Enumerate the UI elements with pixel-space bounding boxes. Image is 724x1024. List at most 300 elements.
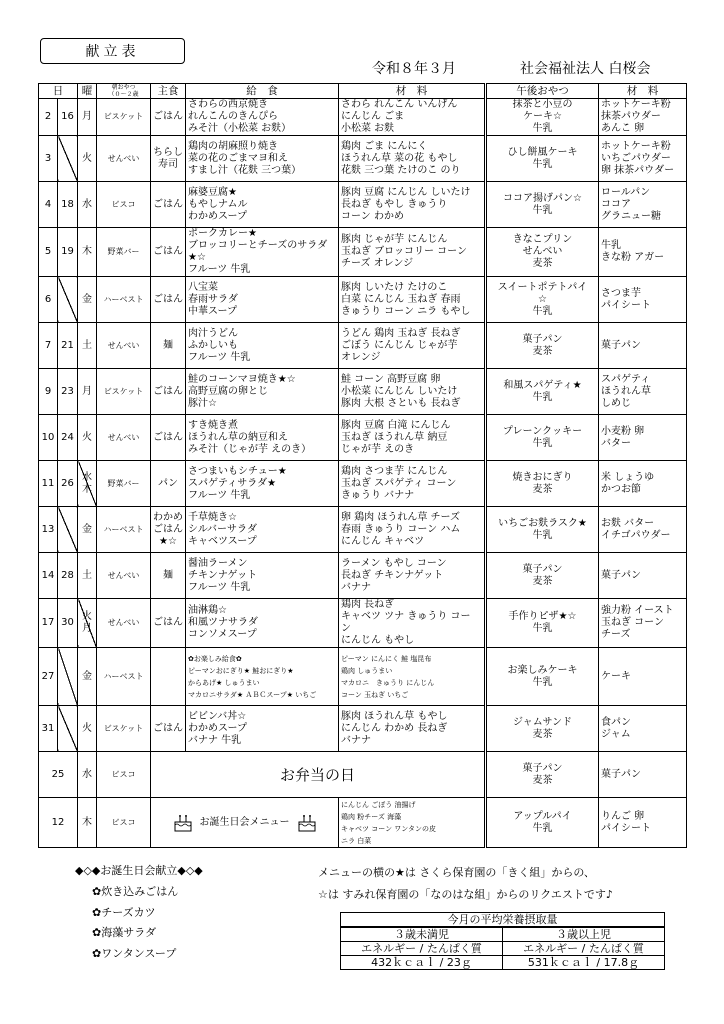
weekday: 火 — [78, 706, 97, 752]
text-line: ほうれん草 菜の花 もやし — [341, 152, 458, 164]
day-number: 26 — [58, 461, 78, 507]
table-row — [39, 798, 687, 848]
header-snack-ingredients: 材 料 — [599, 84, 687, 99]
afternoon-snack — [486, 706, 599, 752]
lunch-ingredients — [339, 415, 486, 461]
text-line: すき焼き煮 — [188, 419, 238, 431]
snack-ingredients — [599, 323, 687, 369]
snack-ingredients — [599, 369, 687, 415]
text-line: 麦茶 — [532, 575, 553, 587]
text-line: 鮭のコーンマヨ焼き★☆ — [188, 373, 296, 385]
weekday: 金 — [78, 648, 97, 706]
lunch-dishes — [186, 553, 339, 599]
text-line: チーズ オレンジ — [341, 258, 414, 269]
text-line: 菓子パン — [522, 563, 563, 575]
row-number: 3 — [39, 136, 58, 182]
text-line: 牛乳 — [532, 623, 553, 634]
nutrition-title: 今月の平均栄養摂取量 — [341, 913, 665, 928]
lunch-ingredients — [339, 228, 486, 277]
bento-day-label: お弁当の日 — [151, 752, 486, 798]
text-line: 鶏肉の胡麻照り焼き — [188, 140, 278, 152]
text-line: イチゴパウダー — [601, 529, 671, 541]
snack-ingredients — [599, 228, 687, 277]
text-line: アップルパイ — [513, 810, 572, 822]
text-line: 花麩 三つ葉 たけのこ のり — [341, 164, 461, 176]
day-number — [58, 706, 78, 752]
text-line: 牛乳 — [532, 391, 553, 403]
note-line: ☆は すみれ保育園の「なのはな組」からのリクエストです♪ — [318, 888, 613, 901]
text-line: 麦茶 — [532, 258, 553, 269]
table-row — [39, 182, 687, 228]
table-row — [39, 752, 687, 798]
text-line: バナナ 牛乳 — [188, 734, 242, 746]
page-title: 献立表 — [40, 38, 185, 64]
text-line: 卵 抹茶パウダー — [601, 164, 675, 176]
row-number: 2 — [39, 99, 58, 136]
text-line: 麦茶 — [532, 483, 553, 495]
group-label: ３歳以上児 — [503, 927, 665, 942]
request-note — [318, 862, 613, 906]
birthday-menu-cell — [151, 798, 339, 848]
weekday: 木 — [78, 798, 97, 848]
text-line: 牛乳 — [532, 822, 553, 834]
text-line: ピーマン にんにく 鮭 塩昆布 — [341, 654, 432, 663]
text-line: きな粉 アガー — [601, 252, 665, 263]
text-line: 春雨サラダ — [188, 293, 238, 305]
snack-ingredients — [599, 415, 687, 461]
text-line: シルバーサラダ — [188, 523, 257, 535]
text-line: 抹茶と小豆の — [512, 99, 573, 110]
text-line: 焼きおにぎり — [512, 471, 573, 483]
table-row — [39, 228, 687, 277]
morning-snack: ビスケット — [97, 706, 151, 752]
header-ingredients: 材 料 — [339, 84, 486, 99]
text-line: すまし汁（花麩 三つ葉） — [188, 164, 302, 176]
day-number: 28 — [58, 553, 78, 599]
morning-snack: せんべい — [97, 136, 151, 182]
table-row — [39, 507, 687, 553]
text-line: 豚肉 豆腐 にんじん しいたけ — [341, 186, 471, 198]
staple-food: ごはん — [151, 99, 186, 136]
table-header — [39, 84, 687, 99]
text-line: 牛乳 — [532, 529, 553, 541]
text-line: 鶏肉 長ねぎ — [341, 599, 395, 610]
text-line: 鮭 コーン 高野豆腐 卵 — [341, 373, 441, 385]
weekday: 月 — [78, 369, 97, 415]
staple-food: パン — [151, 461, 186, 507]
weekday: 木 — [78, 228, 97, 277]
text-line: 小松菜 お麩 — [341, 123, 395, 134]
row-number: 5 — [39, 228, 58, 277]
morning-snack: せんべい — [97, 323, 151, 369]
snack-ingredients — [599, 706, 687, 752]
text-line: チキンナゲット — [188, 569, 258, 581]
text-line: 長ねぎ もやし きゅうり — [341, 198, 448, 210]
snack-ingredients — [599, 752, 687, 798]
text-line: スパゲティ — [601, 373, 651, 385]
day-number: 30 — [58, 599, 78, 648]
header-afternoon-snack: 午後おやつ — [486, 84, 599, 99]
text-line: コーン わかめ — [341, 210, 404, 222]
snack-ingredients — [599, 99, 687, 136]
list-item: ✿炊き込みごはん — [92, 885, 179, 898]
lunch-dishes — [186, 99, 339, 136]
weekday: 火 — [82, 611, 92, 622]
text-line: 千草焼き☆ — [188, 511, 237, 523]
morning-snack: ビスコ — [97, 798, 151, 848]
text-line: ホットケーキ粉 — [601, 99, 671, 110]
lunch-ingredients — [339, 553, 486, 599]
text-line: バナナ — [341, 581, 371, 593]
staple-food: 麺 — [151, 323, 186, 369]
weekday-split — [78, 599, 97, 648]
staple-food — [151, 648, 186, 706]
morning-snack: ビスコ — [97, 752, 151, 798]
row-number: 13 — [39, 507, 58, 553]
text-line: せんべい — [522, 246, 563, 257]
text-line: わかめスープ — [188, 210, 247, 222]
text-line: 鶏肉 さつま芋 にんじん — [341, 465, 448, 477]
text-line: ココア揚げパン☆ — [503, 192, 582, 204]
text-line: にんじん もやし — [341, 635, 415, 646]
text-line: 油淋鶏☆ — [188, 605, 227, 616]
weekday: 火 — [78, 415, 97, 461]
morning-snack: 野菜バー — [97, 461, 151, 507]
text-line: ケーキ☆ — [523, 111, 562, 122]
text-line: プレーンクッキー — [502, 425, 583, 437]
text-line: チーズ — [601, 629, 631, 640]
text-line: 牛乳 — [532, 123, 553, 134]
text-line: ン — [341, 623, 351, 634]
cake-icon — [172, 814, 194, 832]
staple-food: 麺 — [151, 553, 186, 599]
lunch-ingredients — [339, 323, 486, 369]
row-number: 7 — [39, 323, 58, 369]
text-line: 米 しょうゆ — [601, 471, 655, 483]
text-line: 鶏肉 ごま にんにく — [341, 140, 428, 152]
text-line: ケーキ — [601, 670, 631, 682]
day-number: 25 — [39, 752, 78, 798]
day-number — [58, 136, 78, 182]
birthday-menu-title: ◆◇◆お誕生日会献立◆◇◆ — [75, 864, 203, 877]
text-line: ホットケーキ粉 — [601, 140, 671, 152]
lunch-dishes — [186, 706, 339, 752]
text-line: 中華スープ — [188, 305, 237, 317]
organization-name: 社会福祉法人 白桜会 — [520, 61, 651, 77]
text-line: スイートポテトパイ — [497, 281, 588, 293]
text-line: バナナ — [341, 734, 371, 746]
text-line: 食パン — [601, 716, 631, 728]
snack-ingredients — [599, 553, 687, 599]
table-row — [39, 553, 687, 599]
text-line: お楽しみケーキ — [507, 664, 578, 676]
nutrient-value: 432ｋｃａｌ / 23ｇ — [341, 956, 503, 970]
header-weekday: 曜 — [78, 84, 97, 99]
text-line: ラーメン もやし コーン — [341, 557, 447, 569]
text-line: 牛乳 — [532, 305, 553, 317]
table-row — [39, 706, 687, 752]
text-line: 牛乳 — [532, 437, 553, 449]
header-day: 日 — [39, 84, 78, 99]
weekday: 土 — [78, 323, 97, 369]
staple-food: ごはん — [151, 599, 186, 648]
text-line: 豚肉 じゃが芋 にんじん — [341, 234, 448, 245]
text-line: 白菜 にんじん 玉ねぎ 春雨 — [341, 293, 461, 305]
lunch-dishes — [186, 136, 339, 182]
lunch-dishes — [186, 323, 339, 369]
text-line: 菓子パン — [522, 762, 563, 774]
text-line: 菓子パン — [601, 569, 641, 581]
weekday: 金 — [78, 507, 97, 553]
text-line: 小松菜 にんじん しいたけ — [341, 385, 458, 397]
lunch-dishes — [186, 461, 339, 507]
table-row — [39, 415, 687, 461]
snack-ingredients — [599, 277, 687, 323]
afternoon-snack — [486, 228, 599, 277]
group-label: ３歳未満児 — [341, 927, 503, 942]
text-line: フルーツ 牛乳 — [188, 351, 251, 363]
list-item: ✿海藻サラダ — [92, 926, 157, 939]
lunch-ingredients — [339, 277, 486, 323]
day-number: 24 — [58, 415, 78, 461]
text-line: にんじん ごぼう 油揚げ — [341, 800, 416, 809]
row-number: 31 — [39, 706, 58, 752]
text-line: ジャム — [601, 728, 631, 740]
morning-snack: せんべい — [97, 415, 151, 461]
table-row — [39, 461, 687, 507]
snack-ingredients — [599, 136, 687, 182]
text-line: さわら れんこん いんげん — [341, 99, 458, 110]
list-item: ✿ワンタンスープ — [92, 946, 177, 960]
day-number — [58, 648, 78, 706]
day-number: 18 — [58, 182, 78, 228]
lunch-ingredients — [339, 369, 486, 415]
text-line: コンソメスープ — [188, 629, 257, 640]
afternoon-snack — [486, 461, 599, 507]
text-line: 麦茶 — [532, 774, 553, 786]
snack-ingredients — [599, 507, 687, 553]
staple-food: ごはん — [151, 277, 186, 323]
note-line: メニューの横の★は さくら保育園の「きく組」からの、 — [318, 866, 595, 879]
text-line: 牛乳 — [532, 158, 553, 170]
header-morning-snack: 朝おやつ （０～２歳 — [97, 84, 151, 99]
weekday: 金 — [78, 277, 97, 323]
text-line: しめじ — [601, 397, 631, 409]
text-line: 豚肉 しいたけ たけのこ — [341, 281, 448, 293]
text-line: ほうれん草 — [601, 385, 651, 397]
afternoon-snack — [486, 507, 599, 553]
text-line: キャベツ コーン ワンタンの皮 — [341, 824, 437, 833]
text-line: さつまいもシチュー★ — [188, 465, 287, 477]
text-line: いちごお麩ラスク★ — [498, 517, 587, 529]
text-line: 八宝菜 — [188, 281, 218, 293]
row-number: 27 — [39, 648, 58, 706]
lunch-ingredients — [339, 706, 486, 752]
lunch-ingredients — [339, 136, 486, 182]
table-row — [39, 277, 687, 323]
weekday-split — [78, 461, 97, 507]
text-line: ジャムサンド — [512, 716, 573, 728]
text-line: 牛乳 — [532, 204, 553, 216]
text-line: 鶏肉 粉チーズ 海藻 — [341, 812, 402, 821]
lunch-ingredients — [339, 798, 486, 848]
text-line: ニラ 白菜 — [341, 836, 372, 845]
lunch-dishes — [186, 648, 339, 706]
text-line: きなこプリン — [512, 234, 573, 245]
text-line: バター — [601, 437, 631, 449]
table-row — [39, 599, 687, 648]
lunch-dishes — [186, 599, 339, 648]
text-line: ビビンバ丼☆ — [188, 710, 247, 722]
birthday-menu-list — [92, 882, 178, 964]
text-line: きゅうり バナナ — [341, 489, 415, 501]
text-line: 抹茶パウダー — [601, 111, 661, 122]
afternoon-snack — [486, 323, 599, 369]
text-line: 牛乳 — [601, 240, 621, 251]
text-line: キャベツ ツナ きゅうり コー — [341, 611, 471, 622]
text-line: 鶏肉 しゅうまい — [341, 666, 393, 675]
text-line: フルーツ 牛乳 — [188, 581, 251, 593]
text-line: 牛乳 — [532, 676, 553, 688]
lunch-ingredients — [339, 99, 486, 136]
text-line: キャベツスープ — [188, 535, 257, 547]
text-line: お麩 バター — [601, 517, 655, 529]
morning-snack: せんべい — [97, 553, 151, 599]
text-line: 玉ねぎ ブロッコリー コーン — [341, 246, 467, 257]
morning-snack: ビスコ — [97, 182, 151, 228]
nutrition-table — [340, 912, 665, 970]
text-line: もやしナムル — [188, 198, 248, 210]
text-line: みそ汁（じゃが芋 えのき） — [188, 443, 312, 455]
text-line: マカロニ きゅうり にんじん — [341, 678, 435, 687]
morning-snack: 野菜バー — [97, 228, 151, 277]
day-number: 19 — [58, 228, 78, 277]
morning-snack: ビスケット — [97, 99, 151, 136]
lunch-ingredients — [339, 182, 486, 228]
text-line: 醤油ラーメン — [188, 557, 248, 569]
lunch-dishes — [186, 277, 339, 323]
day-number: 21 — [58, 323, 78, 369]
text-line: うどん 鶏肉 玉ねぎ 長ねぎ — [341, 327, 461, 339]
weekday: 水 — [82, 471, 92, 483]
text-line: 卵 鶏肉 ほうれん草 チーズ — [341, 511, 461, 523]
text-line: きゅうり コーン ニラ もやし — [341, 305, 471, 317]
text-line: さわらの西京焼き — [188, 99, 268, 110]
text-line: ココア — [601, 198, 631, 210]
text-line: スパゲティサラダ★ — [188, 477, 277, 489]
day-number — [58, 507, 78, 553]
text-line: 玉ねぎ ほうれん草 納豆 — [341, 431, 448, 443]
staple-food: わかめ ごはん ★☆ — [151, 507, 186, 553]
text-line: 豚汁☆ — [188, 397, 217, 409]
text-line: ブロッコリーとチーズのサラダ★☆ — [188, 240, 328, 263]
text-line: パイシート — [601, 299, 651, 311]
lunch-dishes — [186, 369, 339, 415]
lunch-ingredients — [339, 461, 486, 507]
day-number — [58, 277, 78, 323]
table-row — [39, 323, 687, 369]
nutrient-header: エネルギー / たんぱく質 — [341, 942, 503, 956]
snack-ingredients — [599, 182, 687, 228]
text-line: わかめスープ — [188, 722, 247, 734]
text-line: じゃが芋 えのき — [341, 443, 415, 455]
day-number: 23 — [58, 369, 78, 415]
afternoon-snack — [486, 752, 599, 798]
afternoon-snack — [486, 798, 599, 848]
text-line: さつま芋 — [601, 287, 641, 299]
snack-ingredients — [599, 798, 687, 848]
afternoon-snack — [486, 369, 599, 415]
text-line: 豚肉 大根 さといも 長ねぎ — [341, 397, 461, 409]
text-line: ひし餅風ケーキ — [507, 146, 578, 158]
lunch-dishes — [186, 182, 339, 228]
text-line: ✿お楽しみ給食✿ — [188, 654, 242, 663]
text-line: あんこ 卵 — [601, 123, 645, 134]
row-number: 10 — [39, 415, 58, 461]
lunch-dishes — [186, 228, 339, 277]
text-line: グラニュー糖 — [601, 210, 661, 222]
table-row — [39, 136, 687, 182]
text-line: 菜の花のごまマヨ和え — [188, 152, 288, 164]
text-line: みそ汁（小松菜 お麩） — [188, 123, 292, 134]
list-item: ✿チーズカツ — [92, 905, 156, 919]
weekday: 土 — [78, 553, 97, 599]
lunch-ingredients — [339, 507, 486, 553]
text-line: 菓子パン — [601, 768, 641, 780]
text-line: ☆ — [538, 293, 547, 305]
text-line: にんじん わかめ 長ねぎ — [341, 722, 448, 734]
text-line: 豚肉 ほうれん草 もやし — [341, 710, 448, 722]
afternoon-snack — [486, 415, 599, 461]
day-number: 12 — [39, 798, 78, 848]
text-line: 麦茶 — [532, 728, 553, 740]
snack-ingredients — [599, 648, 687, 706]
text-line: 玉ねぎ スパゲティ コーン — [341, 477, 457, 489]
text-line: 春雨 きゅうり コーン ハム — [341, 523, 461, 535]
lunch-ingredients — [339, 648, 486, 706]
nutrient-value: 531ｋｃａｌ / 17.8ｇ — [503, 956, 665, 970]
table-row — [39, 99, 687, 136]
afternoon-snack — [486, 277, 599, 323]
staple-food: ごはん — [151, 228, 186, 277]
text-line: いちごパウダー — [601, 152, 671, 164]
text-line: 手作りピザ★☆ — [508, 611, 577, 622]
text-line: 和風スパゲティ★ — [503, 379, 582, 391]
text-line: フルーツ 牛乳 — [188, 489, 251, 501]
text-line: にんじん ごま — [341, 111, 405, 122]
lunch-dishes — [186, 415, 339, 461]
text-line: 長ねぎ チキンナゲット — [341, 569, 444, 581]
text-line: 菓子パン — [522, 333, 563, 345]
text-line: 和風ツナサラダ — [188, 617, 258, 628]
afternoon-snack — [486, 182, 599, 228]
text-line: オレンジ — [341, 351, 381, 363]
text-line: フルーツ 牛乳 — [188, 264, 251, 275]
morning-snack: ハーベスト — [97, 648, 151, 706]
birthday-menu-label: お誕生日会メニュー — [199, 816, 290, 828]
nutrient-header: エネルギー / たんぱく質 — [503, 942, 665, 956]
text-line: りんご 卵 — [601, 810, 645, 822]
morning-snack: ビスケット — [97, 369, 151, 415]
text-line: 菓子パン — [601, 339, 641, 351]
row-number: 4 — [39, 182, 58, 228]
header-staple: 主食 — [151, 84, 186, 99]
weekday: 月 — [82, 623, 92, 634]
row-number: 17 — [39, 599, 58, 648]
text-line: ポークカレー★ — [188, 228, 257, 239]
snack-ingredients — [599, 599, 687, 648]
text-line: ロールパン — [601, 186, 651, 198]
